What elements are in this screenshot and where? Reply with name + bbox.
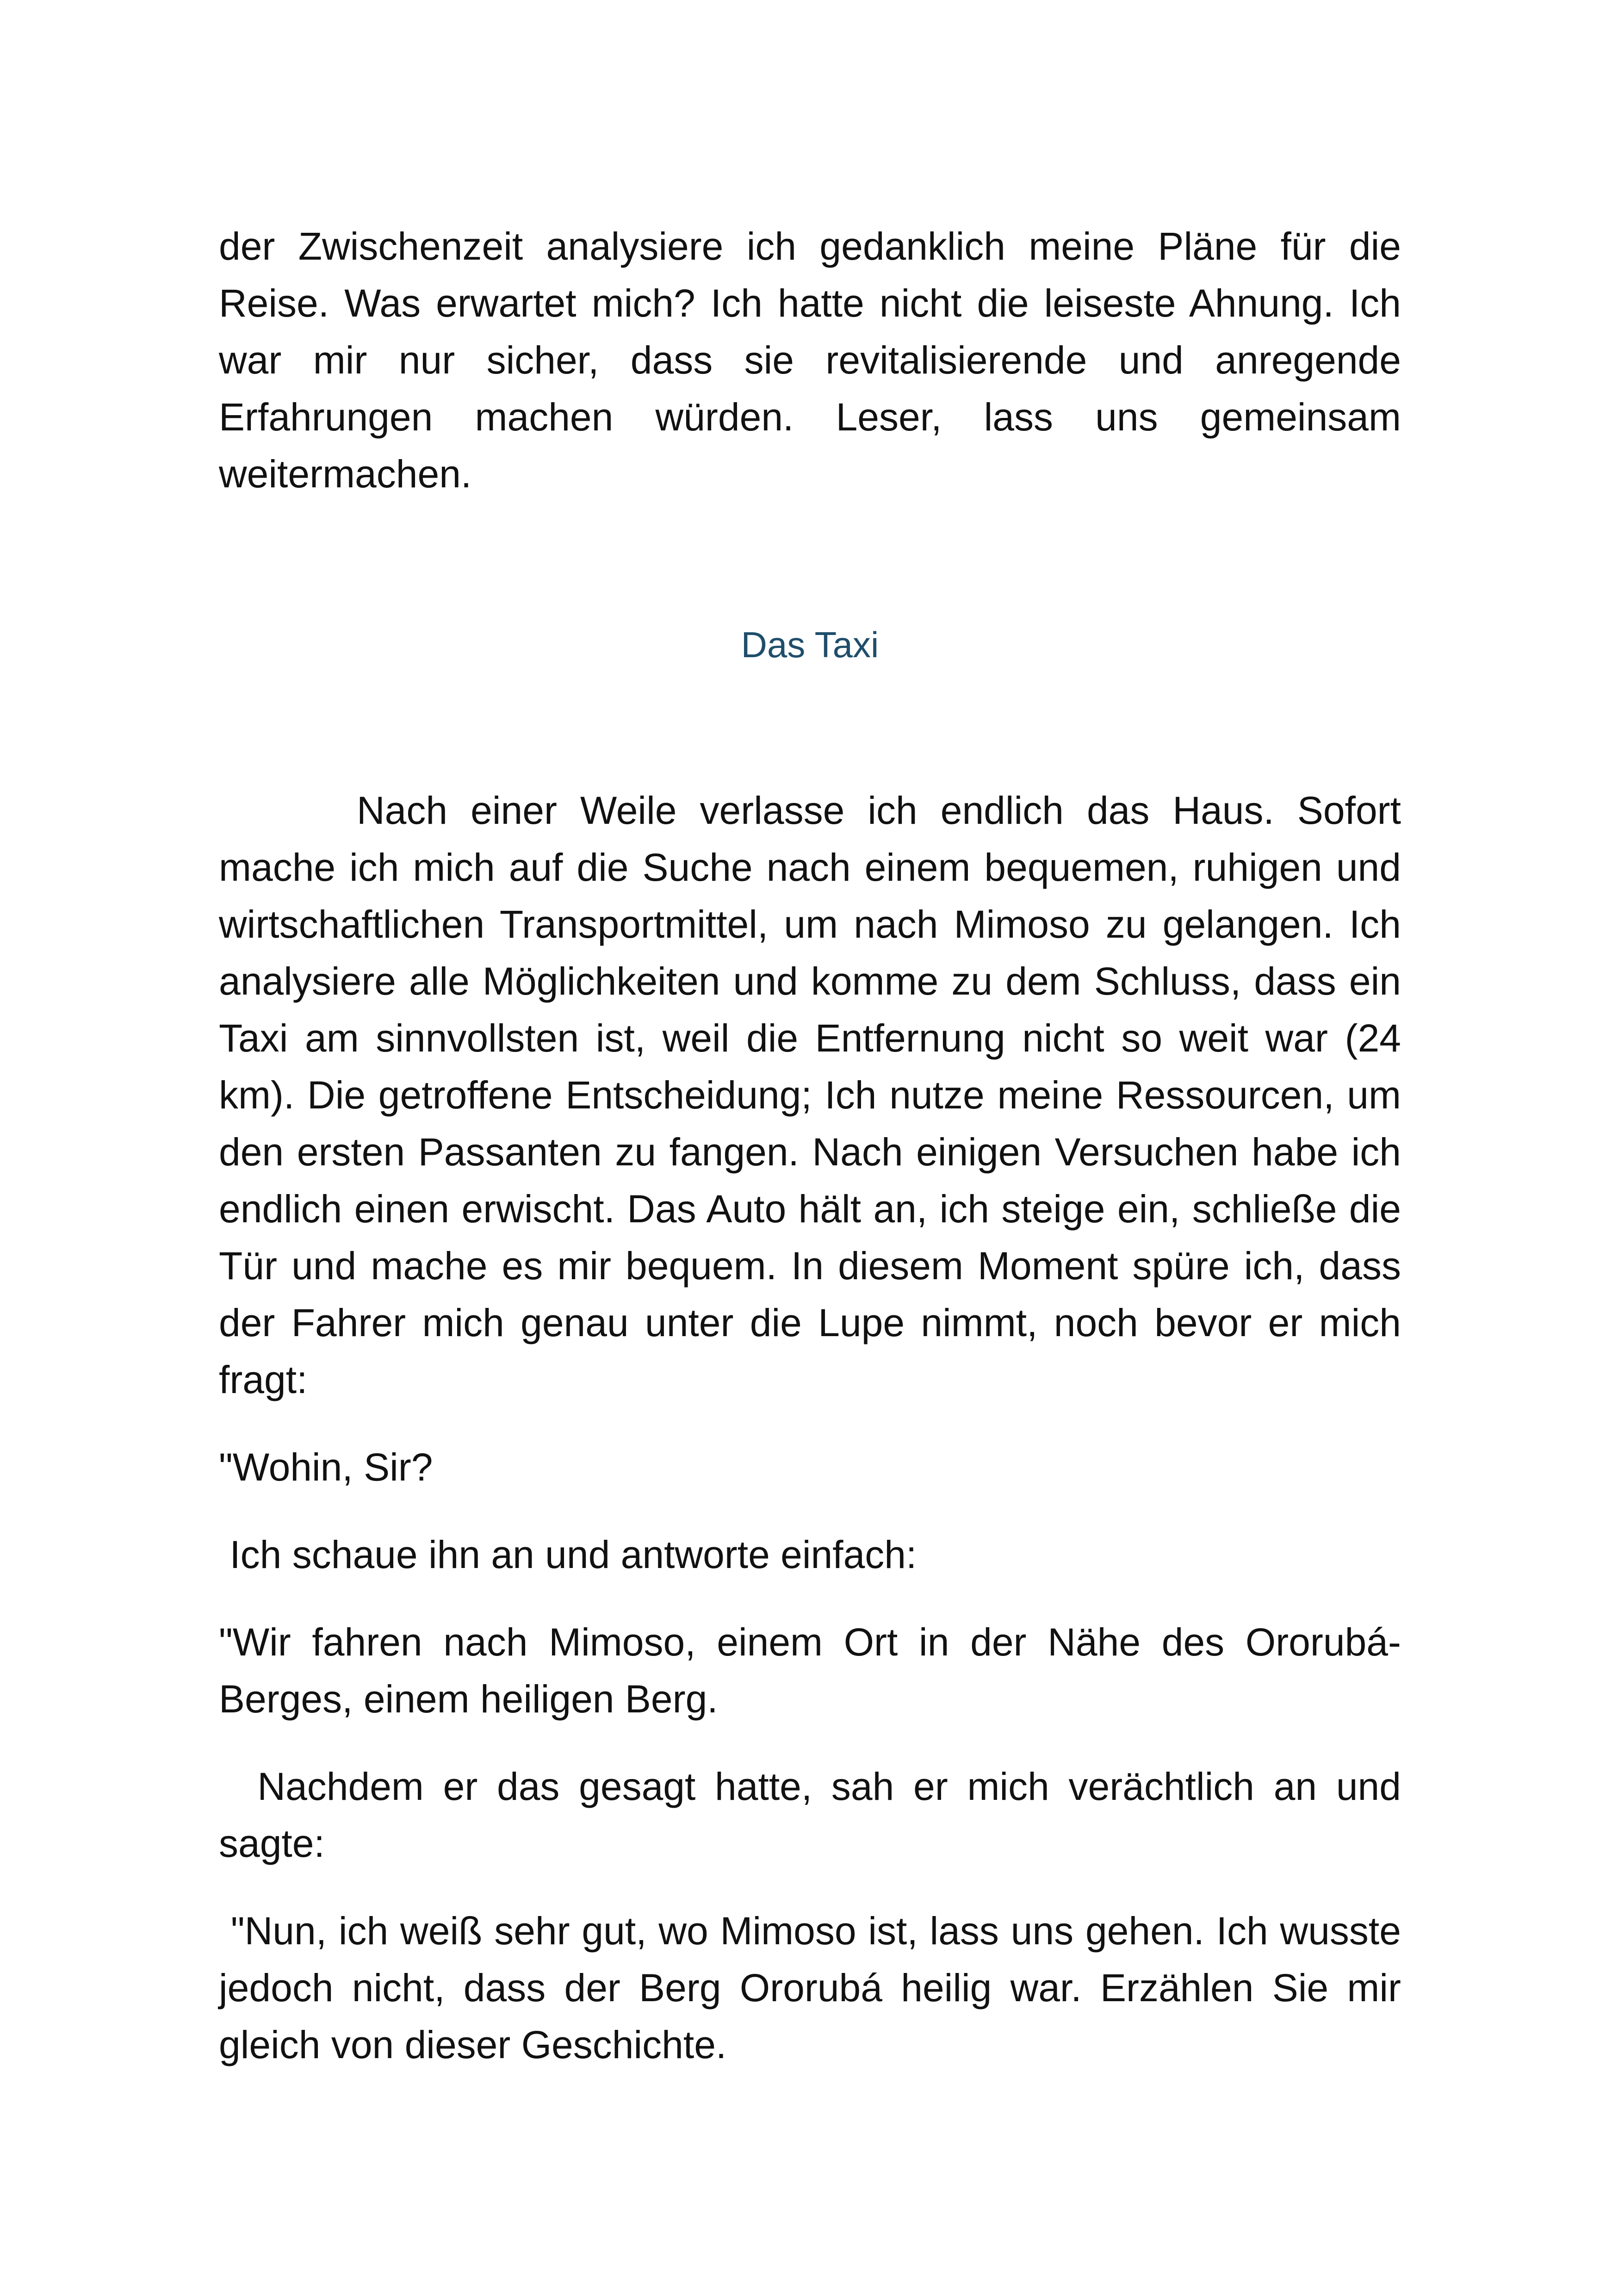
dialogue-line: "Wir fahren nach Mimoso, einem Ort in der Nähe des Ororubá-Berges, einem heiligen Berg. <box>219 1620 1401 1721</box>
section-heading: Das Taxi <box>741 624 879 665</box>
intro-paragraph: der Zwischenzeit analysiere ich gedanklich meine Pläne für die Reise. Was erwartet mich? Ich hatte nicht die leiseste Ahnung. Ich war mir nur sicher, dass sie revitalisierende und anregende Erfahrungen machen würden. Leser, lass uns gemeinsam weitermachen. <box>219 224 1401 496</box>
dialogue-line: "Wohin, Sir? <box>219 1445 433 1489</box>
dialogue-line: "Nun, ich weiß sehr gut, wo Mimoso ist, lass uns gehen. Ich wusste jedoch nicht, dass der Berg Ororubá heilig war. Erzählen Sie mir gleich von dieser Geschichte. <box>219 1909 1412 2066</box>
main-text-block <box>219 782 1412 2073</box>
intro-block <box>219 218 1401 503</box>
dialogue-line: Nachdem er das gesagt hatte, sah er mich verächtlich an und sagte: <box>219 1765 1412 1865</box>
body-paragraph: Nach einer Weile verlasse ich endlich das Haus. Sofort mache ich mich auf die Suche nach einem bequemen, ruhigen und wirtschaftlichen Transportmittel, um nach Mimoso zu gelangen. Ich analysiere alle Möglichkeiten und komme zu dem Schluss, dass ein Taxi am sinnvollsten ist, weil die Entfernung nicht so weit war (24 km). Die getroffene Entscheidung; Ich nutze meine Ressourcen, um den ersten Passanten zu fangen. Nach einigen Versuchen habe ich endlich einen erwischt. Das Auto hält an, ich steige ein, schließe die Tür und mache es mir bequem. In diesem Moment spüre ich, dass der Fahrer mich genau unter die Lupe nimmt, noch bevor er mich fragt: <box>219 789 1401 1401</box>
dialogue-line: Ich schaue ihn an und antworte einfach: <box>219 1533 917 1576</box>
